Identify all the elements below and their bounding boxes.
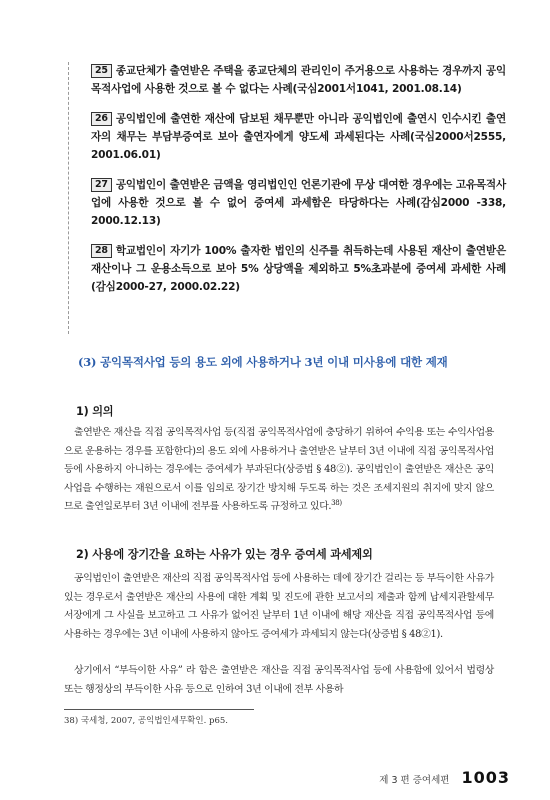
- case-text: 공익법인이 출연받은 금액을 영리법인인 언론기관에 무상 대여한 경우에는 고유목적사업에 사용한 것으로 볼 수 없어 증여세 과세함은 타당하다는 사례(감심2000 -338, 2000.12.13): [91, 179, 506, 227]
- subsection-heading-1: 1) 의의: [76, 405, 114, 418]
- case-number-badge: 26: [91, 112, 112, 126]
- section-heading: (3) 공익목적사업 등의 용도 외에 사용하거나 3년 이내 미사용에 대한 제재: [78, 355, 448, 369]
- running-footer-label: 제 3 편 증여세편: [379, 775, 450, 786]
- case-item: [91, 62, 506, 98]
- case-examples-box: [68, 62, 506, 334]
- case-number-badge: 25: [91, 64, 112, 78]
- paragraph-2-text: 공익법인이 출연받은 재산의 직접 공익목적사업 등에 사용하는 데에 장기간 걸리는 등 부득이한 사유가 있는 경우로서 출연받은 재산의 사용에 대한 계획 및 진도에 관한 보고서의 제출과 함께 납세지관할세무서장에게 그 사실을 보고하고 그 사유가 없어진 날부터 1년 이내에 해당 재산을 직접 공익목적사업 등에 사용하는 경우에는 3년 이내에 사용하지 않아도 증여세가 과세되지 않는다(상증법 § 48②1).: [64, 573, 494, 640]
- case-item: [91, 110, 506, 164]
- case-text: 학교법인이 자기가 100% 출자한 법인의 신주를 취득하는데 사용된 재산이 출연받은 재산이나 그 운용소득으로 보아 5% 상당액을 제외하고 5%초과분에 증여세 과세한 사례(감심2000-27, 2000.02.22): [91, 245, 506, 293]
- case-number-badge: 28: [91, 244, 112, 258]
- case-item: [91, 176, 506, 230]
- page-footer: [379, 768, 510, 787]
- paragraph-3: [64, 662, 494, 699]
- subsection-heading-2: 2) 사용에 장기간을 요하는 사유가 있는 경우 증여세 과세제외: [76, 548, 373, 561]
- paragraph-1-text: 출연받은 재산을 직접 공익목적사업 등(직접 공익목적사업에 충당하기 위하여 수익용 또는 수익사업용으로 운용하는 경우를 포함한다)의 용도 외에 사용하거나 출연받은 날부터 3년 이내에 직접 공익목적사업 등에 사용하지 아니하는 경우에는 증여세가 부과된다(상증법 § 48②). 공익법인이 출연받은 재산은 공익사업을 수행하는 재원으로서 이를 임의로 장기간 방치해 두도록 하는 것은 조세지원의 취지에 맞지 않으므로 출연일로부터 3년 이내에 전부를 사용하도록 규정하고 있다.: [64, 427, 494, 512]
- footnote-divider: [64, 709, 254, 710]
- case-text: 공익법인에 출연한 재산에 담보된 채무뿐만 아니라 공익법인에 출연시 인수시킨 출연자의 채무는 부담부증여로 보아 출연자에게 양도세 과세된다는 사례(국심2000서2555, 2001.06.01): [91, 113, 506, 161]
- paragraph-2: [64, 570, 494, 644]
- paragraph-1: [64, 424, 494, 517]
- case-text: 종교단체가 출연받은 주택을 종교단체의 관리인이 주거용으로 사용하는 경우까지 공익목적사업에 사용한 것으로 볼 수 없다는 사례(국심2001서1041, 2001.08.14): [91, 65, 506, 95]
- footnote: 38) 국세청, 2007, 공익법인세무확인. p65.: [64, 716, 228, 726]
- case-number-badge: 27: [91, 178, 112, 192]
- paragraph-3-text: 상기에서 “부득이한 사유” 라 함은 출연받은 재산을 직접 공익목적사업 등에 사용함에 있어서 법령상 또는 행정상의 부득이한 사유 등으로 인하여 3년 이내에 전부 사용하: [64, 665, 494, 695]
- page-number: 1003: [461, 768, 510, 787]
- footnote-reference: 38): [331, 499, 342, 507]
- case-item: [91, 242, 506, 296]
